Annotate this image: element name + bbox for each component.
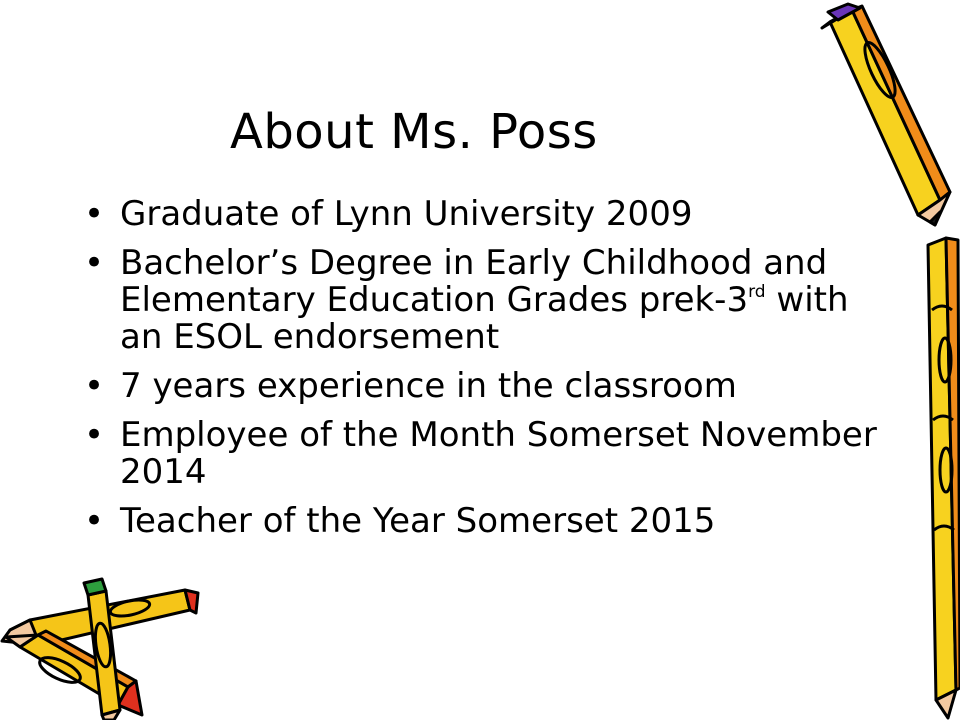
bullet-text: Teacher of the Year Somerset 2015	[120, 501, 716, 541]
pencil-icon	[800, 0, 960, 720]
bullet-item	[84, 196, 884, 233]
bullet-marker: •	[84, 415, 105, 455]
bullet-item	[84, 368, 884, 405]
bullet-text: Graduate of Lynn University 2009	[120, 194, 693, 234]
bullet-item	[84, 503, 884, 540]
crossed-pencils-icon	[0, 575, 200, 720]
bullet-text-continued: with an ESOL endorsement	[120, 280, 849, 357]
bullet-marker: •	[84, 243, 105, 283]
bullet-text: 7 years experience in the classroom	[120, 366, 737, 406]
bullet-marker: •	[84, 194, 105, 234]
ordinal-suffix: rd	[748, 282, 766, 302]
bullet-item	[84, 417, 884, 491]
slide-title: About Ms. Poss	[230, 104, 598, 160]
bullet-marker: •	[84, 366, 105, 406]
bullet-item	[84, 245, 884, 356]
bullet-marker: •	[84, 501, 105, 541]
bullet-text: Bachelor’s Degree in Early Childhood and Elementary Education Grades prek-3	[120, 243, 828, 320]
bullet-text: Employee of the Month Somerset November 2014	[120, 415, 877, 492]
bullet-list	[84, 196, 884, 552]
